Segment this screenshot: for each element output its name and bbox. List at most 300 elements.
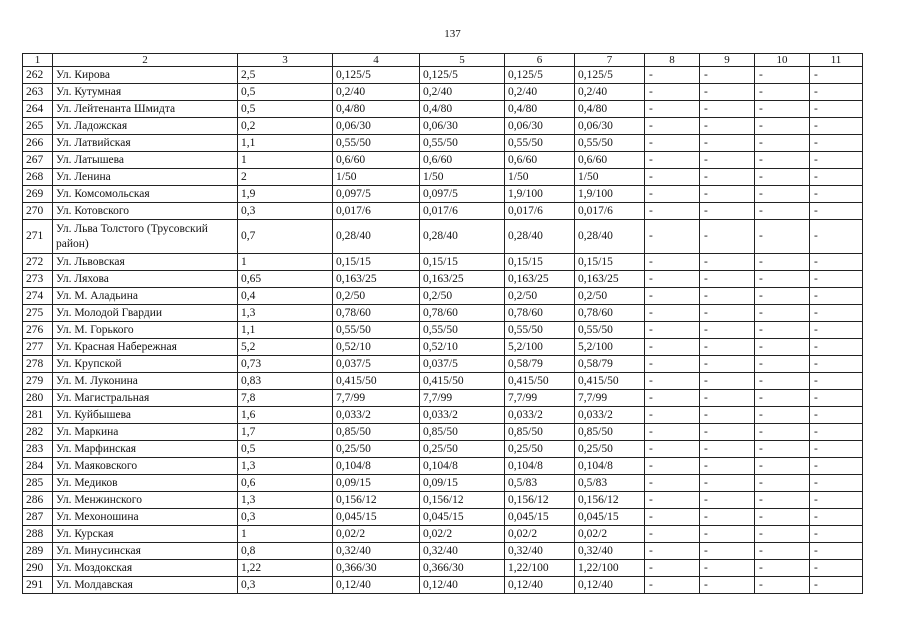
col-7-value: 0,2/50 — [575, 288, 645, 305]
col-10-value: - — [755, 220, 810, 254]
col-5-value: 0,12/40 — [420, 577, 505, 594]
col-6-value: 0,55/50 — [505, 322, 575, 339]
col-5-value: 0,28/40 — [420, 220, 505, 254]
col-7-value: 0,156/12 — [575, 492, 645, 509]
col-3-value: 7,8 — [238, 390, 333, 407]
col-10-value: - — [755, 271, 810, 288]
col-5-value: 0,125/5 — [420, 67, 505, 84]
col-11-value: - — [810, 424, 863, 441]
col-7-value: 0,2/40 — [575, 84, 645, 101]
street-name: Ул. Крупской — [53, 356, 238, 373]
col-7-value: 0,85/50 — [575, 424, 645, 441]
table-row — [23, 492, 863, 509]
col-4-value: 0,12/40 — [333, 577, 420, 594]
table-row — [23, 526, 863, 543]
col-6-value: 0,156/12 — [505, 492, 575, 509]
col-9-value: - — [700, 288, 755, 305]
col-11-value: - — [810, 152, 863, 169]
col-11-value: - — [810, 543, 863, 560]
col-8-value: - — [645, 441, 700, 458]
col-7-value: 1/50 — [575, 169, 645, 186]
street-name: Ул. Курская — [53, 526, 238, 543]
col-4-value: 0,2/50 — [333, 288, 420, 305]
col-9-value: - — [700, 356, 755, 373]
col-4-value: 0,125/5 — [333, 67, 420, 84]
col-3-value: 1,3 — [238, 458, 333, 475]
col-11-value: - — [810, 441, 863, 458]
col-9-value: - — [700, 305, 755, 322]
col-10-value: - — [755, 118, 810, 135]
col-11-value: - — [810, 475, 863, 492]
row-number: 284 — [23, 458, 53, 475]
col-10-value: - — [755, 186, 810, 203]
col-9-value: - — [700, 152, 755, 169]
col-4-value: 0,55/50 — [333, 322, 420, 339]
col-4-value: 0,045/15 — [333, 509, 420, 526]
col-10-value: - — [755, 475, 810, 492]
col-6-value: 0,415/50 — [505, 373, 575, 390]
row-number: 272 — [23, 254, 53, 271]
table-row — [23, 407, 863, 424]
row-number: 278 — [23, 356, 53, 373]
col-5-value: 0,037/5 — [420, 356, 505, 373]
table-row — [23, 577, 863, 594]
col-6-value: 0,5/83 — [505, 475, 575, 492]
street-name: Ул. М. Аладьина — [53, 288, 238, 305]
col-9-value: - — [700, 169, 755, 186]
col-8-value: - — [645, 339, 700, 356]
col-9-value: - — [700, 254, 755, 271]
col-3-value: 0,5 — [238, 84, 333, 101]
col-8-value: - — [645, 509, 700, 526]
col-8-value: - — [645, 135, 700, 152]
col-8-value: - — [645, 101, 700, 118]
col-7-value: 0,415/50 — [575, 373, 645, 390]
col-5-value: 0,2/50 — [420, 288, 505, 305]
table-row — [23, 322, 863, 339]
col-11-value: - — [810, 254, 863, 271]
col-11-value: - — [810, 135, 863, 152]
row-number: 279 — [23, 373, 53, 390]
col-9-value: - — [700, 67, 755, 84]
header-row — [23, 54, 863, 67]
col-8-value: - — [645, 186, 700, 203]
col-3-value: 1,7 — [238, 424, 333, 441]
col-5-value: 0,32/40 — [420, 543, 505, 560]
col-3-value: 1,9 — [238, 186, 333, 203]
col-4-value: 0,52/10 — [333, 339, 420, 356]
street-name: Ул. Моздокская — [53, 560, 238, 577]
col-7-value: 1,22/100 — [575, 560, 645, 577]
col-6-value: 0,58/79 — [505, 356, 575, 373]
street-name: Ул. Львовская — [53, 254, 238, 271]
col-4-value: 0,32/40 — [333, 543, 420, 560]
col-11-value: - — [810, 271, 863, 288]
col-6-value: 0,12/40 — [505, 577, 575, 594]
col-4-value: 0,02/2 — [333, 526, 420, 543]
col-11-value: - — [810, 67, 863, 84]
col-7-value: 0,25/50 — [575, 441, 645, 458]
col-5-value: 0,06/30 — [420, 118, 505, 135]
table-row — [23, 220, 863, 254]
street-name: Ул. Ладожская — [53, 118, 238, 135]
col-8-value: - — [645, 407, 700, 424]
col-4-value: 0,156/12 — [333, 492, 420, 509]
col-5-value: 0,415/50 — [420, 373, 505, 390]
col-6-value: 1/50 — [505, 169, 575, 186]
table-row — [23, 373, 863, 390]
col-11-value: - — [810, 492, 863, 509]
col-5-value: 0,4/80 — [420, 101, 505, 118]
col-7-value: 0,55/50 — [575, 135, 645, 152]
col-6-value: 0,02/2 — [505, 526, 575, 543]
street-name: Ул. Куйбышева — [53, 407, 238, 424]
col-7-value: 0,58/79 — [575, 356, 645, 373]
col-10-value: - — [755, 424, 810, 441]
col-10-value: - — [755, 356, 810, 373]
col-9-value: - — [700, 475, 755, 492]
table-row — [23, 101, 863, 118]
col-4-value: 0,2/40 — [333, 84, 420, 101]
col-6-value: 0,78/60 — [505, 305, 575, 322]
col-8-value: - — [645, 543, 700, 560]
col-8-value: - — [645, 305, 700, 322]
col-7-value: 0,02/2 — [575, 526, 645, 543]
col-7-value: 0,5/83 — [575, 475, 645, 492]
table-row — [23, 84, 863, 101]
col-9-value: - — [700, 560, 755, 577]
col-8-value: - — [645, 169, 700, 186]
street-name: Ул. Льва Толстого (Трусовский район) — [53, 220, 238, 254]
row-number: 283 — [23, 441, 53, 458]
col-9-value: - — [700, 509, 755, 526]
col-5-value: 0,78/60 — [420, 305, 505, 322]
col-5-value: 0,52/10 — [420, 339, 505, 356]
col-11-value: - — [810, 101, 863, 118]
col-9-value: - — [700, 424, 755, 441]
col-10-value: - — [755, 526, 810, 543]
col-8-value: - — [645, 203, 700, 220]
row-number: 265 — [23, 118, 53, 135]
row-number: 280 — [23, 390, 53, 407]
col-7-value: 0,017/6 — [575, 203, 645, 220]
col-6-value: 0,033/2 — [505, 407, 575, 424]
col-9-value: - — [700, 220, 755, 254]
col-5-value: 0,097/5 — [420, 186, 505, 203]
row-number: 270 — [23, 203, 53, 220]
column-header-1: 1 — [23, 54, 53, 67]
col-3-value: 0,8 — [238, 543, 333, 560]
col-10-value: - — [755, 322, 810, 339]
col-9-value: - — [700, 203, 755, 220]
col-3-value: 5,2 — [238, 339, 333, 356]
col-9-value: - — [700, 373, 755, 390]
col-11-value: - — [810, 526, 863, 543]
col-5-value: 7,7/99 — [420, 390, 505, 407]
col-7-value: 0,045/15 — [575, 509, 645, 526]
table-row — [23, 67, 863, 84]
table-row — [23, 118, 863, 135]
street-name: Ул. Менжинского — [53, 492, 238, 509]
table-row — [23, 458, 863, 475]
col-7-value: 0,78/60 — [575, 305, 645, 322]
col-10-value: - — [755, 509, 810, 526]
col-9-value: - — [700, 186, 755, 203]
col-9-value: - — [700, 322, 755, 339]
col-8-value: - — [645, 458, 700, 475]
col-9-value: - — [700, 492, 755, 509]
column-header-2: 2 — [53, 54, 238, 67]
col-3-value: 1,1 — [238, 322, 333, 339]
col-11-value: - — [810, 356, 863, 373]
row-number: 262 — [23, 67, 53, 84]
street-name: Ул. М. Луконина — [53, 373, 238, 390]
col-7-value: 0,12/40 — [575, 577, 645, 594]
col-6-value: 0,25/50 — [505, 441, 575, 458]
col-11-value: - — [810, 84, 863, 101]
col-10-value: - — [755, 441, 810, 458]
col-5-value: 1/50 — [420, 169, 505, 186]
table-row — [23, 390, 863, 407]
street-name: Ул. Комсомольская — [53, 186, 238, 203]
col-10-value: - — [755, 254, 810, 271]
street-name: Ул. Марфинская — [53, 441, 238, 458]
col-6-value: 0,163/25 — [505, 271, 575, 288]
col-8-value: - — [645, 475, 700, 492]
col-11-value: - — [810, 220, 863, 254]
col-4-value: 0,6/60 — [333, 152, 420, 169]
col-7-value: 1,9/100 — [575, 186, 645, 203]
col-5-value: 0,6/60 — [420, 152, 505, 169]
col-3-value: 0,7 — [238, 220, 333, 254]
row-number: 267 — [23, 152, 53, 169]
col-7-value: 7,7/99 — [575, 390, 645, 407]
col-6-value: 0,28/40 — [505, 220, 575, 254]
table-row — [23, 254, 863, 271]
col-9-value: - — [700, 339, 755, 356]
col-5-value: 0,55/50 — [420, 322, 505, 339]
col-3-value: 0,3 — [238, 203, 333, 220]
col-4-value: 0,104/8 — [333, 458, 420, 475]
col-8-value: - — [645, 577, 700, 594]
col-10-value: - — [755, 101, 810, 118]
col-3-value: 0,3 — [238, 509, 333, 526]
col-5-value: 0,09/15 — [420, 475, 505, 492]
street-name: Ул. Маяковского — [53, 458, 238, 475]
col-3-value: 1,3 — [238, 492, 333, 509]
table-row — [23, 339, 863, 356]
col-11-value: - — [810, 373, 863, 390]
col-6-value: 0,2/50 — [505, 288, 575, 305]
col-10-value: - — [755, 458, 810, 475]
table-row — [23, 543, 863, 560]
col-7-value: 0,55/50 — [575, 322, 645, 339]
col-8-value: - — [645, 152, 700, 169]
street-name: Ул. Ляхова — [53, 271, 238, 288]
column-header-5: 5 — [420, 54, 505, 67]
row-number: 277 — [23, 339, 53, 356]
col-6-value: 0,045/15 — [505, 509, 575, 526]
col-6-value: 0,55/50 — [505, 135, 575, 152]
street-name: Ул. Красная Набережная — [53, 339, 238, 356]
street-name: Ул. Латышева — [53, 152, 238, 169]
col-5-value: 0,85/50 — [420, 424, 505, 441]
col-11-value: - — [810, 339, 863, 356]
row-number: 274 — [23, 288, 53, 305]
col-4-value: 0,4/80 — [333, 101, 420, 118]
col-6-value: 7,7/99 — [505, 390, 575, 407]
col-7-value: 0,4/80 — [575, 101, 645, 118]
col-9-value: - — [700, 526, 755, 543]
col-4-value: 0,097/5 — [333, 186, 420, 203]
col-10-value: - — [755, 152, 810, 169]
col-9-value: - — [700, 118, 755, 135]
col-4-value: 0,85/50 — [333, 424, 420, 441]
col-11-value: - — [810, 577, 863, 594]
col-10-value: - — [755, 288, 810, 305]
col-7-value: 0,163/25 — [575, 271, 645, 288]
row-number: 263 — [23, 84, 53, 101]
col-10-value: - — [755, 390, 810, 407]
col-6-value: 0,4/80 — [505, 101, 575, 118]
col-5-value: 0,55/50 — [420, 135, 505, 152]
row-number: 273 — [23, 271, 53, 288]
col-3-value: 0,5 — [238, 441, 333, 458]
row-number: 281 — [23, 407, 53, 424]
table-row — [23, 560, 863, 577]
col-10-value: - — [755, 135, 810, 152]
col-3-value: 1 — [238, 152, 333, 169]
col-3-value: 0,65 — [238, 271, 333, 288]
street-name: Ул. Котовского — [53, 203, 238, 220]
col-6-value: 5,2/100 — [505, 339, 575, 356]
col-11-value: - — [810, 407, 863, 424]
col-9-value: - — [700, 407, 755, 424]
col-3-value: 0,6 — [238, 475, 333, 492]
column-header-4: 4 — [333, 54, 420, 67]
col-4-value: 0,163/25 — [333, 271, 420, 288]
col-10-value: - — [755, 67, 810, 84]
col-5-value: 0,045/15 — [420, 509, 505, 526]
col-7-value: 0,033/2 — [575, 407, 645, 424]
col-5-value: 0,156/12 — [420, 492, 505, 509]
col-10-value: - — [755, 407, 810, 424]
table-row — [23, 441, 863, 458]
row-number: 264 — [23, 101, 53, 118]
streets-table — [22, 53, 863, 594]
col-7-value: 0,125/5 — [575, 67, 645, 84]
row-number: 269 — [23, 186, 53, 203]
column-header-3: 3 — [238, 54, 333, 67]
street-name: Ул. Маркина — [53, 424, 238, 441]
row-number: 282 — [23, 424, 53, 441]
col-11-value: - — [810, 458, 863, 475]
col-8-value: - — [645, 322, 700, 339]
col-7-value: 0,6/60 — [575, 152, 645, 169]
table-row — [23, 271, 863, 288]
col-8-value: - — [645, 492, 700, 509]
row-number: 286 — [23, 492, 53, 509]
col-3-value: 1,3 — [238, 305, 333, 322]
col-3-value: 2,5 — [238, 67, 333, 84]
col-5-value: 0,017/6 — [420, 203, 505, 220]
table-row — [23, 152, 863, 169]
col-10-value: - — [755, 203, 810, 220]
row-number: 271 — [23, 220, 53, 254]
col-9-value: - — [700, 84, 755, 101]
col-8-value: - — [645, 356, 700, 373]
col-3-value: 1 — [238, 526, 333, 543]
street-name: Ул. Кутумная — [53, 84, 238, 101]
col-11-value: - — [810, 509, 863, 526]
col-9-value: - — [700, 543, 755, 560]
col-3-value: 0,3 — [238, 577, 333, 594]
col-4-value: 7,7/99 — [333, 390, 420, 407]
table-row — [23, 356, 863, 373]
col-10-value: - — [755, 492, 810, 509]
column-header-7: 7 — [575, 54, 645, 67]
col-3-value: 1,22 — [238, 560, 333, 577]
col-6-value: 0,06/30 — [505, 118, 575, 135]
col-11-value: - — [810, 322, 863, 339]
col-11-value: - — [810, 186, 863, 203]
col-3-value: 0,83 — [238, 373, 333, 390]
street-name: Ул. Молдавская — [53, 577, 238, 594]
street-name: Ул. Латвийская — [53, 135, 238, 152]
col-3-value: 1,1 — [238, 135, 333, 152]
table-row — [23, 186, 863, 203]
col-7-value: 0,15/15 — [575, 254, 645, 271]
col-10-value: - — [755, 560, 810, 577]
col-4-value: 0,28/40 — [333, 220, 420, 254]
col-10-value: - — [755, 305, 810, 322]
col-4-value: 0,366/30 — [333, 560, 420, 577]
col-3-value: 0,4 — [238, 288, 333, 305]
col-8-value: - — [645, 373, 700, 390]
col-6-value: 1,22/100 — [505, 560, 575, 577]
row-number: 268 — [23, 169, 53, 186]
col-8-value: - — [645, 67, 700, 84]
col-11-value: - — [810, 118, 863, 135]
street-name: Ул. Кирова — [53, 67, 238, 84]
row-number: 276 — [23, 322, 53, 339]
col-6-value: 0,104/8 — [505, 458, 575, 475]
col-10-value: - — [755, 169, 810, 186]
col-5-value: 0,25/50 — [420, 441, 505, 458]
col-8-value: - — [645, 84, 700, 101]
col-11-value: - — [810, 305, 863, 322]
row-number: 289 — [23, 543, 53, 560]
col-11-value: - — [810, 288, 863, 305]
col-7-value: 5,2/100 — [575, 339, 645, 356]
col-4-value: 0,55/50 — [333, 135, 420, 152]
street-name: Ул. Молодой Гвардии — [53, 305, 238, 322]
col-6-value: 0,32/40 — [505, 543, 575, 560]
table-row — [23, 509, 863, 526]
col-8-value: - — [645, 526, 700, 543]
col-3-value: 0,5 — [238, 101, 333, 118]
column-header-6: 6 — [505, 54, 575, 67]
col-9-value: - — [700, 101, 755, 118]
col-9-value: - — [700, 390, 755, 407]
col-8-value: - — [645, 118, 700, 135]
column-header-10: 10 — [755, 54, 810, 67]
col-9-value: - — [700, 441, 755, 458]
street-name: Ул. Магистральная — [53, 390, 238, 407]
col-4-value: 1/50 — [333, 169, 420, 186]
column-header-11: 11 — [810, 54, 863, 67]
col-5-value: 0,163/25 — [420, 271, 505, 288]
